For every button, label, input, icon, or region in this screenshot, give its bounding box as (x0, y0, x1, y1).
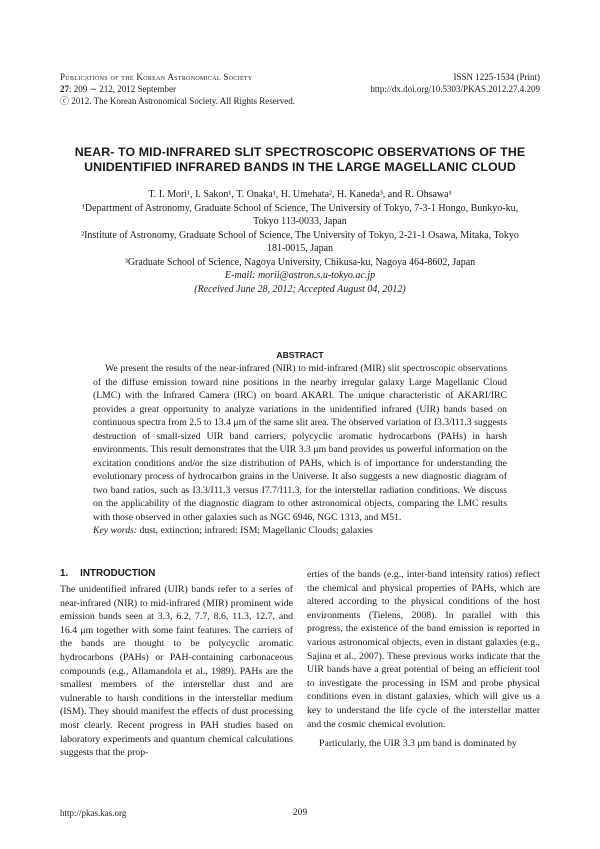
affiliation-1b: Tokyo 113-0033, Japan (253, 216, 347, 227)
title-line-1: NEAR- TO MID-INFRARED SLIT SPECTROSCOPIC OBSERVATIONS OF THE (74, 145, 526, 159)
section-title: INTRODUCTION (80, 568, 156, 579)
section-heading (60, 567, 293, 580)
doi-link[interactable]: http://dx.doi.org/10.5303/PKAS.2012.27.4.209 (370, 84, 540, 94)
intro-paragraph-1-cont: erties of the bands (e.g., inter-band intensity ratios) reflect the chemical and physical properties of PAHs, which are altered according to the physical conditions of the host environments (Tielens, 2008). In parallel with this progress, the existence of the band emission is reported in various astronomical objects, even in distant galaxies (e.g., Sajina et al., 2007). These previous works indicate that the UIR bands have a great potential of being an efficient tool to investigate the processing in ISM and probe physical conditions even in distant galaxies, which will give us a key to understand the life cycle of the interstellar matter and the cosmic chemical evolution. (307, 569, 540, 730)
keywords (93, 524, 507, 537)
volume-pages (60, 83, 295, 95)
affiliation-1a: ¹Department of Astronomy, Graduate School of Science, The University of Tokyo, 7-3-1 Hongo, Bunkyo-ku, (81, 202, 519, 214)
intro-paragraph-1: The unidentified infrared (UIR) bands refer to a series of near-infrared (NIR) to mid-infrared (MIR) prominent wide emission bands seen at 3.3, 6.2, 7.7, 8.6, 11.3, 12.7, and 16.4 μm together with some faint features. The carriers of the bands are thought to be polycyclic aromatic hydrocarbons (PAHs) or PAH-containing carbonaceous compounds (e.g., Allamandola et al., 1989). PAHs are the smallest members of the interstellar dust and are vulnerable to harsh conditions in the interstellar medium (ISM). They should manifest the effects of dust processing most clearly. Recent progress in PAH studies based on laboratory experiments and quantum chemical calculations suggests that the prop- (60, 584, 293, 759)
title-line-2: UNIDENTIFIED INFRARED BANDS IN THE LARGE MAGELLANIC CLOUD (84, 160, 516, 174)
keywords-list: dust, extinction; infrared: ISM; Magellanic Clouds; galaxies (137, 525, 373, 536)
issn-doi-block (370, 71, 540, 95)
affiliation-2a: ²Institute of Astronomy, Graduate School of Science, The University of Tokyo, 2-21-1 Osawa, Mitaka, Tokyo (81, 229, 519, 241)
footer-url[interactable]: http://pkas.kas.org (60, 808, 127, 818)
intro-paragraph-2: Particularly, the UIR 3.3 μm band is dominated by (319, 738, 517, 750)
author-list: T. I. Mori¹, I. Sakon¹, T. Onaka¹, H. Umehata², H. Kaneda³, and R. Ohsawa¹ (148, 189, 452, 200)
issn: ISSN 1225-1534 (Print) (453, 72, 540, 82)
paper-title (60, 145, 540, 175)
abstract-heading: ABSTRACT (276, 350, 324, 360)
author-block (60, 188, 540, 296)
left-column (60, 567, 293, 760)
right-column (307, 568, 540, 751)
journal-header (60, 71, 295, 107)
section-number: 1. (60, 568, 69, 579)
page-range: : 209 ∼ 212, 2012 September (69, 84, 177, 94)
email-address[interactable]: E-mail: morii@astron.s.u-tokyo.ac.jp (224, 270, 376, 281)
volume-number: 27 (60, 84, 69, 94)
affiliation-2b: 181-0015, Japan (266, 243, 334, 254)
affiliation-3: ³Graduate School of Science, Nagoya University, Chikusa-ku, Nagoya 464-8602, Japan (124, 256, 476, 268)
copyright-notice: ⓒ 2012. The Korean Astronomical Society. All Rights Reserved. (60, 96, 295, 106)
received-dates: (Received June 28, 2012; Accepted August 04, 2012) (194, 283, 406, 295)
journal-name: Publications of the Korean Astronomical Society (60, 72, 253, 82)
keywords-label: Key words: (93, 525, 138, 536)
page-number: 209 (292, 808, 308, 818)
abstract-text: We present the results of the near-infrared (NIR) to mid-infrared (MIR) slit spectroscopic observations of the diffuse emission toward nine positions in the nearby irregular galaxy Large Magellanic Cloud (LMC) with the Infrared Camera (IRC) on board AKARI. The unique characteristic of AKARI/IRC provides a great opportunity to analyze variations in the unidentified infrared (UIR) bands based on continuous spectra from 2.5 to 13.4 μm of the same slit area. The observed variation of I3.3/I11.3 suggests destruction of small-sized UIR band carriers, polycyclic aromatic hydrocarbons (PAHs) in harsh environments. This result demonstrates that the UIR 3.3 μm band provides us powerful information on the excitation conditions and/or the size distribution of PAHs, which is of importance for understanding the evolutionary process of hydrocarbon grains in the Universe. It also suggests a new diagnostic diagram of two band ratios, such as I3.3/I11.3 versus I7.7/I11.3, for the interstellar radiation conditions. We discuss on the applicability of the diagnostic diagram to other astronomical objects, comparing the LMC results with those observed in other galaxies such as NGC 6946, NGC 1313, and M51. (93, 363, 507, 523)
